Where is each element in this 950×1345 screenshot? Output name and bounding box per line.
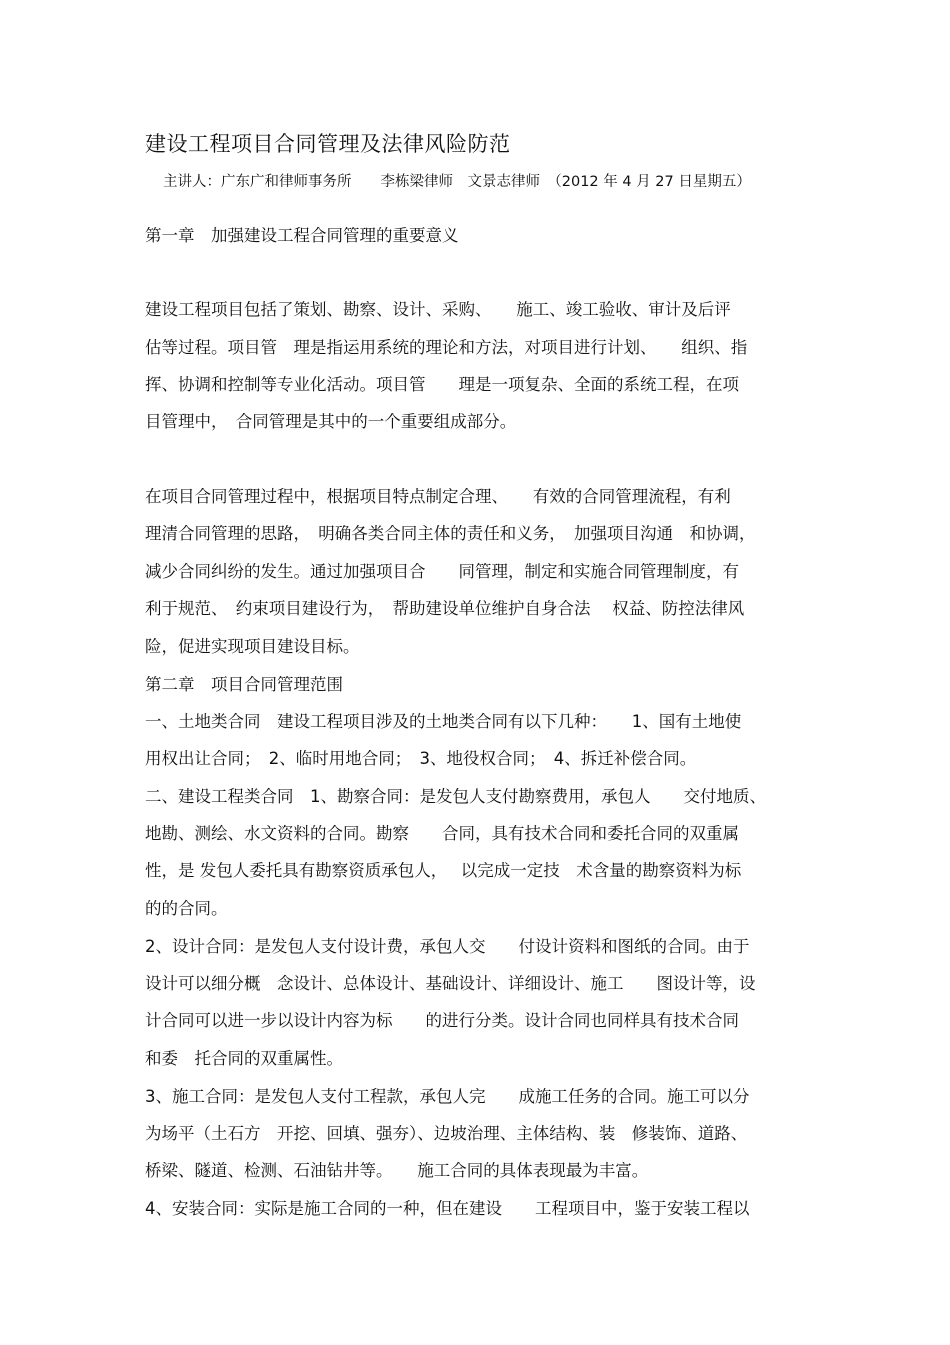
paragraph-line: 为场平（土石方 开挖、回填、强夯）、边坡治理、主体结构、装 修装饰、道路、 — [145, 1124, 748, 1143]
chapter-1-heading: 第一章 加强建设工程合同管理的重要意义 — [145, 226, 459, 245]
paragraph-line: 在项目合同管理过程中，根据项目特点制定合理、 有效的合同管理流程，有利 — [145, 487, 731, 506]
paragraph-line: 估等过程。项目管 理是指运用系统的理论和方法，对项目进行计划、 组织、指 — [145, 338, 748, 357]
paragraph-line: 计合同可以进一步以设计内容为标 的进行分类。设计合同也同样具有技术合同 — [145, 1011, 739, 1030]
chapter-2-heading: 第二章 项目合同管理范围 — [145, 675, 343, 694]
document-byline: 主讲人：广东广和律师事务所 李栋梁律师 文景志律师 （2012 年 4 月 27 日星期五） — [163, 174, 751, 190]
paragraph-line: 桥梁、隧道、检测、石油钻井等。 施工合同的具体表现最为丰富。 — [145, 1161, 649, 1180]
paragraph-line: 用权出让合同； 2、临时用地合同； 3、地役权合同； 4、拆迁补偿合同。 — [145, 749, 697, 768]
paragraph-line: 性，是 发包人委托具有勘察资质承包人， 以完成一定技 术含量的勘察资料为标 — [145, 861, 742, 880]
paragraph-line: 地勘、测绘、水文资料的合同。勘察 合同，具有技术合同和委托合同的双重属 — [145, 824, 739, 843]
paragraph-line: 利于规范、 约束项目建设行为， 帮助建设单位维护自身合法 权益、防控法律风 — [145, 599, 745, 618]
document-title: 建设工程项目合同管理及法律风险防范 — [145, 132, 511, 156]
paragraph-line: 理清合同管理的思路， 明确各类合同主体的责任和义务， 加强项目沟通 和协调， — [145, 524, 756, 543]
paragraph-line: 挥、协调和控制等专业化活动。项目管 理是一项复杂、全面的系统工程，在项 — [145, 375, 739, 394]
paragraph-line: 和委 托合同的双重属性。 — [145, 1049, 343, 1068]
paragraph-line: 4、安装合同：实际是施工合同的一种，但在建设 工程项目中，鉴于安装工程以 — [145, 1199, 750, 1218]
paragraph-line: 的的合同。 — [145, 899, 228, 918]
paragraph-line: 目管理中， 合同管理是其中的一个重要组成部分。 — [145, 412, 517, 431]
paragraph-line: 二、建设工程类合同 1、勘察合同：是发包人支付勘察费用，承包人 交付地质、 — [145, 787, 766, 806]
paragraph-line: 设计可以细分概 念设计、总体设计、基础设计、详细设计、施工 图设计等，设 — [145, 974, 756, 993]
paragraph-line: 建设工程项目包括了策划、勘察、设计、采购、 施工、竣工验收、审计及后评 — [145, 300, 731, 319]
paragraph-line: 一、土地类合同 建设工程项目涉及的土地类合同有以下几种： 1、国有土地使 — [145, 712, 742, 731]
paragraph-line: 3、施工合同：是发包人支付工程款，承包人完 成施工任务的合同。施工可以分 — [145, 1087, 750, 1106]
paragraph-line: 2、设计合同：是发包人支付设计费，承包人交 付设计资料和图纸的合同。由于 — [145, 937, 750, 956]
paragraph-line: 减少合同纠纷的发生。通过加强项目合 同管理，制定和实施合同管理制度，有 — [145, 562, 739, 581]
paragraph-line: 险，促进实现项目建设目标。 — [145, 637, 360, 656]
